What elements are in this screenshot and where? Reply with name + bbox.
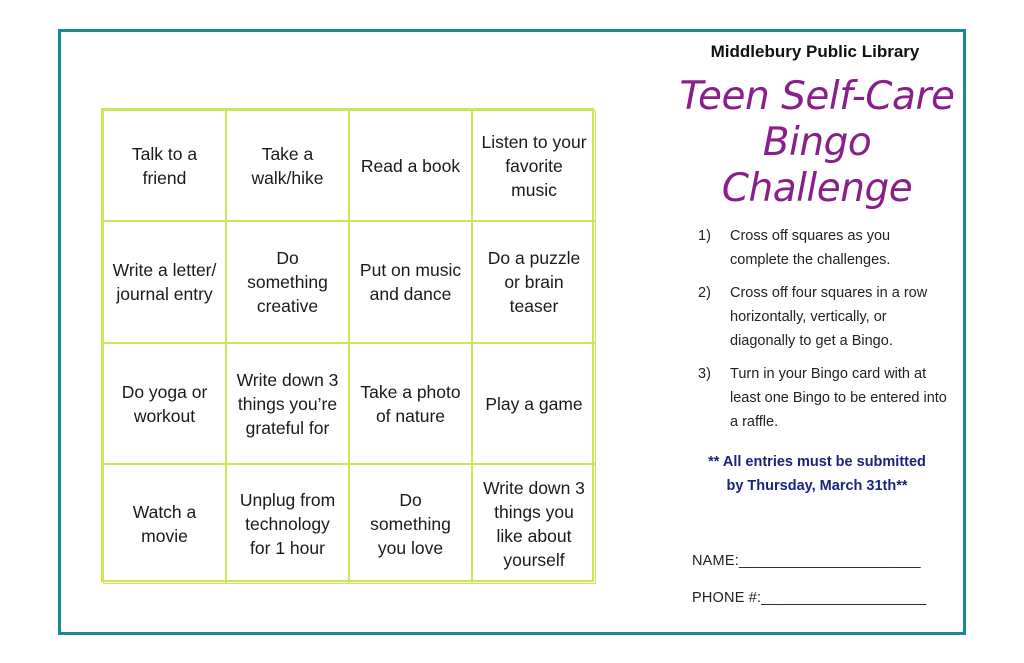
title-line-2: Bingo Challenge <box>721 120 913 211</box>
bingo-cell[interactable]: Unplug from technology for 1 hour <box>226 464 349 584</box>
phone-field[interactable]: PHONE #:____________________ <box>692 590 927 606</box>
name-field[interactable]: NAME:______________________ <box>692 553 921 569</box>
bingo-cell[interactable]: Listen to your favorite music <box>472 110 596 221</box>
bingo-cell[interactable]: Take a walk/hike <box>226 110 349 221</box>
bingo-cell[interactable]: Write a letter/ journal entry <box>103 221 226 343</box>
bingo-cell[interactable]: Put on music and dance <box>349 221 472 343</box>
bingo-cell[interactable]: Do something you love <box>349 464 472 584</box>
instruction-item <box>698 362 948 434</box>
bingo-cell[interactable]: Write down 3 things you’re grateful for <box>226 343 349 464</box>
instruction-text: Turn in your Bingo card with at least one Bingo to be entered into a raffle. <box>730 366 947 430</box>
bingo-cell[interactable]: Write down 3 things you like about yourself <box>472 464 596 584</box>
bingo-cell[interactable]: Do a puzzle or brain teaser <box>472 221 596 343</box>
bingo-cell[interactable]: Take a photo of nature <box>349 343 472 464</box>
deadline-note: ** All entries must be submitted by Thursday, March 31th** <box>708 454 926 494</box>
bingo-cell[interactable]: Talk to a friend <box>103 110 226 221</box>
bingo-cell[interactable]: Watch a movie <box>103 464 226 584</box>
bingo-grid <box>101 108 594 582</box>
instruction-number: 2) <box>698 285 711 301</box>
instruction-text: Cross off squares as you complete the challenges. <box>730 228 891 268</box>
instruction-item <box>698 281 948 353</box>
instruction-text: Cross off four squares in a row horizontally, vertically, or diagonally to get a Bingo. <box>730 285 928 349</box>
instruction-item <box>698 224 948 272</box>
bingo-cell[interactable]: Do yoga or workout <box>103 343 226 464</box>
title-line-1: Teen Self-Care <box>679 74 955 119</box>
library-name: Middlebury Public Library <box>710 42 920 61</box>
instructions-list <box>698 224 948 443</box>
instruction-number: 3) <box>698 366 711 382</box>
bingo-cell[interactable]: Do something creative <box>226 221 349 343</box>
page-title <box>676 74 958 212</box>
bingo-cell[interactable]: Play a game <box>472 343 596 464</box>
instruction-number: 1) <box>698 228 711 244</box>
bingo-cell[interactable]: Read a book <box>349 110 472 221</box>
